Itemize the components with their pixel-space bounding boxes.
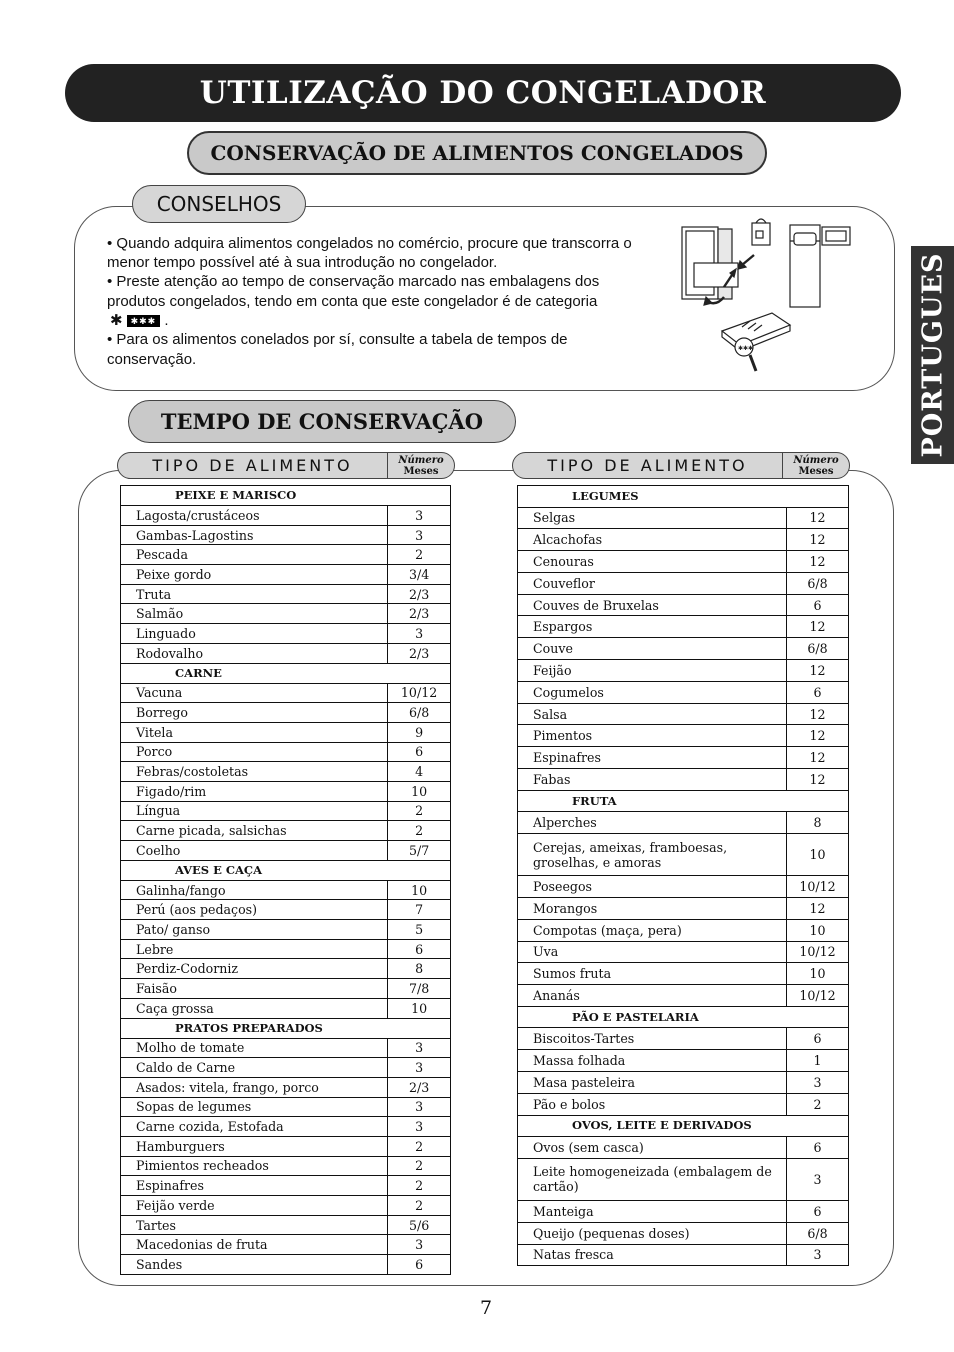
food-name: Pato/ ganso	[121, 920, 388, 940]
storage-months: 10/12	[787, 985, 849, 1007]
food-name: Cenouras	[518, 551, 787, 573]
category-label: OVOS, LEITE E DERIVADOS	[518, 1115, 849, 1137]
advice-paragraph-2-end: .	[164, 311, 169, 329]
storage-months: 10	[787, 963, 849, 985]
food-name: Fabas	[518, 769, 787, 791]
storage-months: 10/12	[388, 683, 451, 703]
food-name: Macedonias de fruta	[121, 1235, 388, 1255]
food-name: Perdiz-Codorniz	[121, 959, 388, 979]
food-name: Peixe gordo	[121, 565, 388, 585]
food-name: Carne cozida, Estofada	[121, 1117, 388, 1137]
table-row	[518, 616, 849, 638]
table-row	[518, 638, 849, 660]
table-row	[518, 660, 849, 682]
food-name: Selgas	[518, 507, 787, 529]
food-name: Coelho	[121, 841, 388, 861]
storage-months: 7	[388, 900, 451, 920]
storage-months: 6	[787, 1028, 849, 1050]
storage-months: 3	[787, 1072, 849, 1094]
food-name: Febras/costoletas	[121, 762, 388, 782]
food-name: Pescada	[121, 545, 388, 565]
category-label: PRATOS PREPARADOS	[121, 1018, 451, 1038]
food-name: Poseegos	[518, 876, 787, 898]
table-row	[121, 703, 451, 723]
storage-months: 10/12	[787, 876, 849, 898]
storage-months: 5/7	[388, 841, 451, 861]
table-row	[518, 1093, 849, 1115]
food-name: Galinha/fango	[121, 880, 388, 900]
category-row	[518, 1006, 849, 1028]
table-row	[121, 1176, 451, 1196]
table-row	[518, 876, 849, 898]
table-row	[121, 1196, 451, 1216]
table-row	[121, 1215, 451, 1235]
table-row	[121, 1038, 451, 1058]
storage-months: 5/6	[388, 1215, 451, 1235]
storage-months: 9	[388, 722, 451, 742]
table-row	[121, 545, 451, 565]
food-name: Molho de tomate	[121, 1038, 388, 1058]
table-row	[518, 551, 849, 573]
food-name: Vacuna	[121, 683, 388, 703]
table-row	[518, 725, 849, 747]
storage-months: 3/4	[388, 565, 451, 585]
food-name: Biscoitos-Tartes	[518, 1028, 787, 1050]
storage-months: 3	[388, 1235, 451, 1255]
table-row	[121, 939, 451, 959]
table-row	[121, 643, 451, 663]
table-row	[518, 897, 849, 919]
food-name: Leite homogeneizada (embalagem de cartão)	[518, 1158, 787, 1200]
table-row	[518, 1137, 849, 1159]
storage-months: 2	[388, 1196, 451, 1216]
category-row	[121, 486, 451, 506]
storage-months: 2/3	[388, 643, 451, 663]
storage-months: 3	[787, 1244, 849, 1266]
storage-months: 4	[388, 762, 451, 782]
storage-months: 3	[388, 624, 451, 644]
table-row	[121, 742, 451, 762]
storage-months: 12	[787, 529, 849, 551]
table-row	[121, 624, 451, 644]
page-number: 7	[479, 1297, 493, 1319]
storage-months: 2	[787, 1093, 849, 1115]
food-name: Massa folhada	[518, 1050, 787, 1072]
table-row	[121, 801, 451, 821]
table-row	[518, 1028, 849, 1050]
table-row	[518, 941, 849, 963]
advice-paragraph-3: • Para os alimentos conelados por sí, consulte a tabela de tempos de conservação.	[107, 331, 568, 368]
storage-months: 7/8	[388, 979, 451, 999]
storage-months: 12	[787, 747, 849, 769]
storage-months: 6	[787, 681, 849, 703]
table-row	[518, 1050, 849, 1072]
storage-months: 2	[388, 821, 451, 841]
storage-months: 3	[388, 1117, 451, 1137]
food-name: Linguado	[121, 624, 388, 644]
freezer-illustration	[672, 215, 872, 385]
right-column-header-food-type: TIPO DE ALIMENTO	[547, 456, 748, 475]
table-row	[121, 1156, 451, 1176]
category-label: FRUTA	[518, 790, 849, 812]
category-row	[518, 1115, 849, 1137]
food-name: Pimentos	[518, 725, 787, 747]
food-name: Feijão	[518, 660, 787, 682]
storage-months: 1	[787, 1050, 849, 1072]
storage-months: 3	[388, 1038, 451, 1058]
left-column-header-months: Número Meses	[387, 453, 454, 478]
storage-months: 3	[787, 1158, 849, 1200]
storage-months: 10	[388, 880, 451, 900]
table-row	[121, 604, 451, 624]
storage-months: 10	[388, 781, 451, 801]
food-name: Morangos	[518, 897, 787, 919]
table-row	[121, 722, 451, 742]
food-name: Espargos	[518, 616, 787, 638]
food-name: Truta	[121, 584, 388, 604]
table-row	[121, 900, 451, 920]
storage-months: 6	[388, 939, 451, 959]
three-star-icon: ✱✱✱	[127, 315, 161, 327]
table-row	[121, 1097, 451, 1117]
category-label: CARNE	[121, 663, 451, 683]
table-row	[121, 584, 451, 604]
food-name: Asados: vitela, frango, porco	[121, 1077, 388, 1097]
category-label: PÃO E PASTELARIA	[518, 1006, 849, 1028]
storage-months: 2	[388, 801, 451, 821]
food-name: Couve	[518, 638, 787, 660]
right-conservation-table	[517, 485, 849, 1266]
table-row	[518, 1158, 849, 1200]
storage-months: 10	[388, 998, 451, 1018]
food-name: Couves de Bruxelas	[518, 594, 787, 616]
table-row	[121, 506, 451, 526]
food-name: Sandes	[121, 1255, 388, 1275]
food-name: Natas fresca	[518, 1244, 787, 1266]
food-name: Espinafres	[518, 747, 787, 769]
storage-months: 12	[787, 507, 849, 529]
advice-heading: CONSELHOS	[132, 185, 306, 223]
table-row	[518, 747, 849, 769]
category-label: AVES E CAÇA	[121, 860, 451, 880]
food-name: Lebre	[121, 939, 388, 959]
food-name: Perú (aos pedaços)	[121, 900, 388, 920]
right-column-header-months: Número Meses	[782, 453, 849, 478]
storage-months: 6/8	[787, 638, 849, 660]
advice-text	[107, 234, 647, 369]
food-name: Faisão	[121, 979, 388, 999]
food-name: Hamburguers	[121, 1136, 388, 1156]
language-label: PORTUGUES	[917, 252, 948, 458]
food-name: Pimientos recheados	[121, 1156, 388, 1176]
advice-paragraph-1: • Quando adquira alimentos congelados no comércio, procure que transcorra o menor tempo possível até à sua introdução no congelador.	[107, 235, 632, 272]
food-name: Ovos (sem casca)	[518, 1137, 787, 1159]
table-row	[518, 572, 849, 594]
shopping-bag-icon	[752, 223, 770, 245]
storage-months: 12	[787, 703, 849, 725]
food-name: Caça grossa	[121, 998, 388, 1018]
storage-months: 2/3	[388, 1077, 451, 1097]
table-row	[518, 812, 849, 834]
table-row	[518, 769, 849, 791]
table-row	[121, 880, 451, 900]
food-name: Caldo de Carne	[121, 1058, 388, 1078]
storage-months: 6/8	[787, 572, 849, 594]
storage-months: 12	[787, 660, 849, 682]
food-name: Salmão	[121, 604, 388, 624]
storage-months: 2	[388, 1156, 451, 1176]
storage-months: 12	[787, 769, 849, 791]
storage-months: 3	[388, 1097, 451, 1117]
table-row	[518, 1072, 849, 1094]
table-row	[518, 529, 849, 551]
food-name: Ananás	[518, 985, 787, 1007]
storage-months: 2	[388, 1136, 451, 1156]
storage-months: 6	[388, 1255, 451, 1275]
table-row	[518, 1200, 849, 1222]
table-row	[518, 919, 849, 941]
food-name: Língua	[121, 801, 388, 821]
food-name: Sumos fruta	[518, 963, 787, 985]
food-name: Espinafres	[121, 1176, 388, 1196]
storage-months: 6/8	[388, 703, 451, 723]
freezer-category-icons	[110, 311, 160, 330]
conservation-heading: TEMPO DE CONSERVAÇÃO	[128, 400, 516, 443]
food-name: Feijão verde	[121, 1196, 388, 1216]
food-name: Queijo (pequenas doses)	[518, 1222, 787, 1244]
storage-months: 3	[388, 525, 451, 545]
table-row	[121, 1117, 451, 1137]
storage-months: 12	[787, 897, 849, 919]
food-name: Rodovalho	[121, 643, 388, 663]
left-conservation-table	[120, 485, 451, 1275]
food-name: Porco	[121, 742, 388, 762]
advice-paragraph-2	[107, 272, 647, 330]
food-name: Masa pasteleira	[518, 1072, 787, 1094]
table-row	[518, 507, 849, 529]
food-name: Gambas-Lagostins	[121, 525, 388, 545]
food-name: Sopas de legumes	[121, 1097, 388, 1117]
table-row	[518, 1244, 849, 1266]
advice-paragraph-2-text: • Preste atenção ao tempo de conservação marcado nas embalagens dos produtos congelados, tendo em conta que este congelador é de categoria	[107, 273, 600, 310]
storage-months: 12	[787, 725, 849, 747]
storage-months: 3	[388, 506, 451, 526]
category-row	[121, 860, 451, 880]
left-column-header-food-type: TIPO DE ALIMENTO	[152, 456, 353, 475]
page-title: UTILIZAÇÃO DO CONGELADOR	[65, 64, 901, 122]
storage-months: 12	[787, 551, 849, 573]
storage-months: 8	[388, 959, 451, 979]
category-label: LEGUMES	[518, 486, 849, 508]
food-name: Vitela	[121, 722, 388, 742]
food-name: Lagosta/crustáceos	[121, 506, 388, 526]
table-row	[121, 781, 451, 801]
table-row	[121, 1136, 451, 1156]
storage-months: 3	[388, 1058, 451, 1078]
storage-months: 8	[787, 812, 849, 834]
category-label: PEIXE E MARISCO	[121, 486, 451, 506]
storage-months: 2	[388, 1176, 451, 1196]
food-name: Compotas (maça, pera)	[518, 919, 787, 941]
table-row	[518, 985, 849, 1007]
category-row	[121, 1018, 451, 1038]
storage-months: 6	[787, 1137, 849, 1159]
storage-months: 6/8	[787, 1222, 849, 1244]
table-row	[121, 762, 451, 782]
storage-months: 12	[787, 616, 849, 638]
table-row	[121, 979, 451, 999]
storage-months: 2/3	[388, 604, 451, 624]
storage-months: 5	[388, 920, 451, 940]
storage-months: 6	[787, 594, 849, 616]
category-row	[518, 486, 849, 508]
storage-months: 6	[388, 742, 451, 762]
category-row	[518, 790, 849, 812]
food-name: Alcachofas	[518, 529, 787, 551]
storage-months: 2	[388, 545, 451, 565]
storage-months: 10/12	[787, 941, 849, 963]
table-row	[121, 1077, 451, 1097]
language-tab	[911, 246, 954, 464]
table-row	[518, 703, 849, 725]
storage-months: 10	[787, 834, 849, 876]
table-row	[121, 1058, 451, 1078]
table-row	[121, 565, 451, 585]
left-column-header	[117, 452, 455, 479]
table-row	[121, 821, 451, 841]
food-name: Cerejas, ameixas, framboesas, groselhas, e amoras	[518, 834, 787, 876]
food-name: Pão e bolos	[518, 1093, 787, 1115]
storage-months: 10	[787, 919, 849, 941]
table-row	[121, 1235, 451, 1255]
right-column-header	[512, 452, 850, 479]
table-row	[518, 834, 849, 876]
food-name: Borrego	[121, 703, 388, 723]
table-row	[121, 841, 451, 861]
food-name: Tartes	[121, 1215, 388, 1235]
table-row	[121, 1255, 451, 1275]
svg-text:✱✱✱: ✱✱✱	[738, 345, 754, 352]
table-row	[518, 594, 849, 616]
food-name: Manteiga	[518, 1200, 787, 1222]
table-row	[121, 525, 451, 545]
storage-months: 6	[787, 1200, 849, 1222]
food-name: Couveflor	[518, 572, 787, 594]
food-name: Salsa	[518, 703, 787, 725]
food-name: Figado/rim	[121, 781, 388, 801]
section-subtitle: CONSERVAÇÃO DE ALIMENTOS CONGELADOS	[187, 131, 767, 175]
table-row	[121, 920, 451, 940]
table-row	[121, 998, 451, 1018]
food-name: Alperches	[518, 812, 787, 834]
table-row	[121, 683, 451, 703]
star-icon: ✱	[110, 312, 123, 330]
table-row	[121, 959, 451, 979]
category-row	[121, 663, 451, 683]
storage-months: 2/3	[388, 584, 451, 604]
table-row	[518, 1222, 849, 1244]
food-name: Uva	[518, 941, 787, 963]
food-name: Cogumelos	[518, 681, 787, 703]
food-name: Carne picada, salsichas	[121, 821, 388, 841]
table-row	[518, 963, 849, 985]
table-row	[518, 681, 849, 703]
